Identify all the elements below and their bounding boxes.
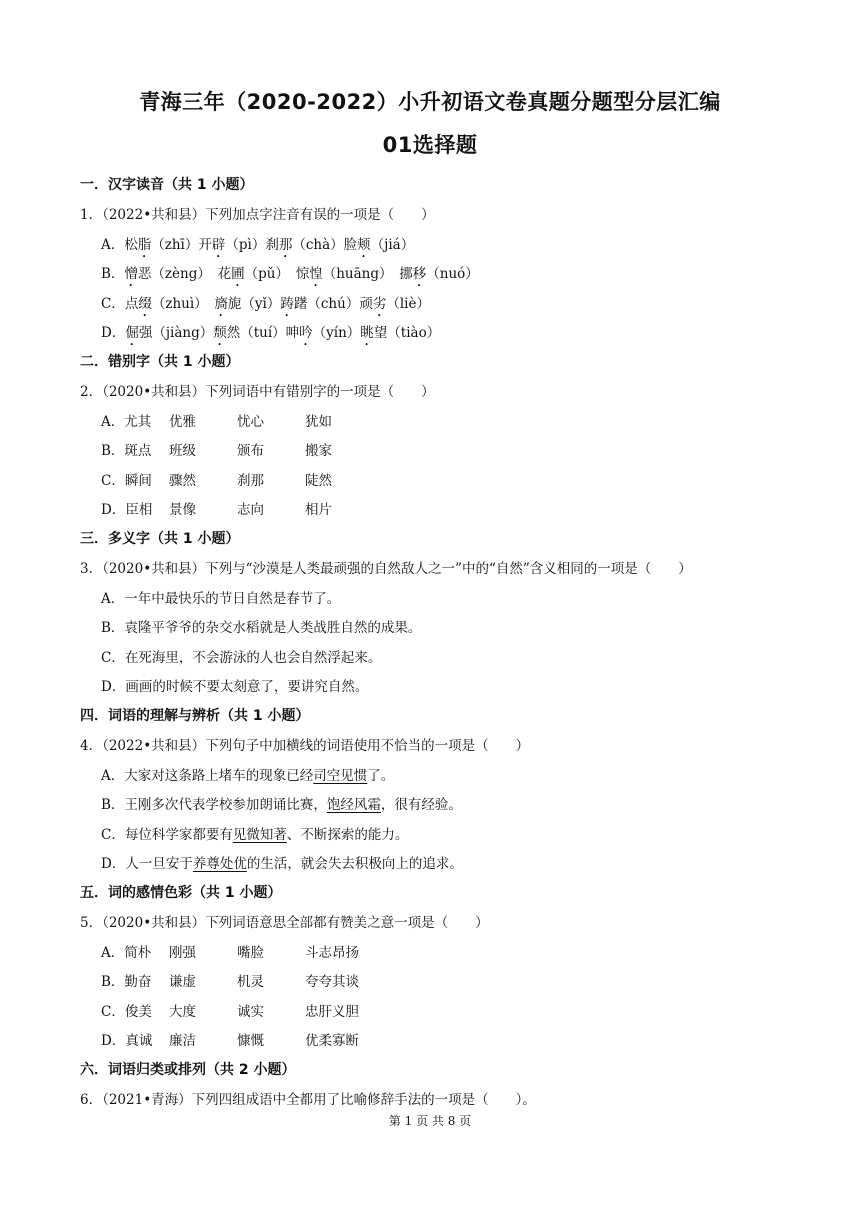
option-d: D．真诚 廉洁 慷慨 优柔寡断 (101, 1033, 359, 1049)
option-b: B．王刚多次代表学校参加朗诵比赛，饱经风霜，很有经验。 (101, 797, 462, 813)
doc-title: 青海三年（2020-2022）小升初语文卷真题分题型分层汇编 (139, 90, 721, 114)
option-a: A．简朴 刚强 嘴脸 斗志昂扬 (101, 945, 359, 961)
option-d: D．倔强（jiàng）颓然（tuí）呻吟（yín）眺望（tiào） (101, 325, 441, 341)
option-a: A．大家对这条路上堵车的现象已经司空见惯了。 (101, 768, 395, 784)
option-d: D．臣相 景像 志向 相片 (101, 502, 332, 518)
option-a: A．尤其 优雅 忧心 犹如 (101, 414, 332, 430)
option-a: A．一年中最快乐的节日自然是春节了。 (101, 591, 341, 607)
section-heading: 三．多义字（共 1 小题） (80, 531, 240, 547)
question-stem: 4．（2022•共和县）下列句子中加横线的词语使用不恰当的一项是（ ） (80, 738, 530, 754)
option-c: C．点缀（zhuì） 旖旎（yǐ）踌躇（chú）顽劣（liè） (101, 296, 430, 312)
question-stem: 6．（2021•青海）下列四组成语中全都用了比喻修辞手法的一项是（ ）。 (80, 1092, 536, 1108)
question-stem: 1．（2022•共和县）下列加点字注音有误的一项是（ ） (80, 207, 435, 223)
option-b: B．勤奋 谦虚 机灵 夸夸其谈 (101, 974, 359, 990)
option-c: C．瞬间 骤然 刹那 陡然 (101, 473, 332, 489)
option-b: B．袁隆平爷爷的杂交水稻就是人类战胜自然的成果。 (101, 620, 422, 636)
doc-subtitle: 01选择题 (382, 133, 478, 157)
question-stem: 2．（2020•共和县）下列词语中有错别字的一项是（ ） (80, 384, 435, 400)
page-footer: 第 1 页 共 8 页 (388, 1114, 472, 1128)
option-c: C．在死海里，不会游泳的人也会自然浮起来。 (101, 650, 382, 666)
option-b: B．憎恶（zèng） 花圃（pǔ） 惊惶（huāng） 挪移（nuó） (101, 266, 479, 282)
section-heading: 四．词语的理解与辨析（共 1 小题） (80, 708, 310, 724)
option-c: C．俊美 大度 诚实 忠肝义胆 (101, 1004, 359, 1020)
section-heading: 一．汉字读音（共 1 小题） (80, 177, 254, 193)
option-d: D．人一旦安于养尊处优的生活，就会失去积极向上的追求。 (101, 856, 463, 872)
option-d: D．画画的时候不要太刻意了，要讲究自然。 (101, 679, 369, 695)
section-heading: 二．错别字（共 1 小题） (80, 354, 240, 370)
section-heading: 六．词语归类或排列（共 2 小题） (80, 1062, 296, 1078)
option-c: C．每位科学家都要有见微知著、不断探索的能力。 (101, 827, 409, 843)
option-b: B．斑点 班级 颁布 搬家 (101, 443, 332, 459)
question-stem: 5．（2020•共和县）下列词语意思全部都有赞美之意一项是（ ） (80, 915, 489, 931)
question-stem: 3．（2020•共和县）下列与“沙漠是人类最顽强的自然敌人之一”中的“自然”含义相同的一项是（ ） (80, 561, 692, 577)
option-a: A．松脂（zhī）开辟（pì）刹那（chà）脸颊（jiá） (101, 237, 415, 253)
section-heading: 五．词的感情色彩（共 1 小题） (80, 885, 282, 901)
